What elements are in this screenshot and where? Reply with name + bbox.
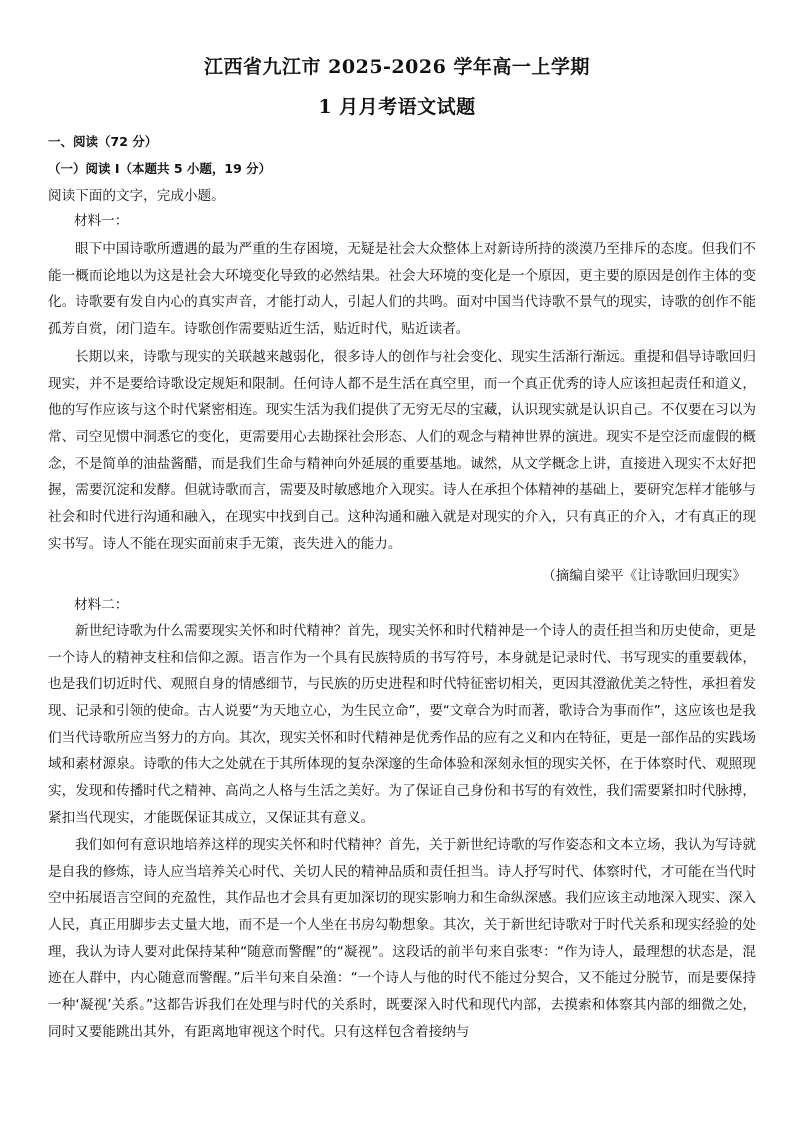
- subsection-heading-reading-1: （一）阅读 I（本题共 5 小题，19 分）: [48, 161, 272, 176]
- material-2-paragraph-1: 新世纪诗歌为什么需要现实关怀和时代精神？首先，现实关怀和时代精神是一个诗人的责任担当和历史使命，更是一个诗人的精神支柱和信仰之源。语言作为一个具有民族特质的书写符号，本身就是记录时代、书写现实的重要载体，也是我们切近时代、观照自身的情感细节，与民族的历史进程和时代特征密切相关，更因其澄澈优美之特性，承担着发现、记录和引领的使命。古人说要“为天地立心，为生民立命”，要“文章合为时而著，歌诗合为事而作”，这应该也是我们当代诗歌所应当努力的方向。其次，现实关怀和时代精神是优秀作品的应有之义和内在特征，更是一部作品的实践场域和素材源泉。诗歌的伟大之处就在于其所体现的复杂深邃的生命体验和深刻永恒的现实关怀，在于体察时代、观照现实，发现和传播时代之精神、高尚之人格与生活之美好。为了保证自己身份和书写的有效性，我们需要紧扣时代脉搏，紧扣当代现实，才能既保证其成立，又保证其有意义。: [48, 623, 756, 826]
- material-1-label: 材料一：: [74, 213, 129, 229]
- section-heading-reading: 一、阅读（72 分）: [48, 134, 158, 149]
- material-1-paragraph-1: 眼下中国诗歌所遭遇的最为严重的生存困境，无疑是社会大众整体上对新诗所持的淡漠乃至排斥的态度。但我们不能一概而论地以为这是社会大环境变化导致的必然结果。社会大环境的变化是一个原因，更主要的原因是创作主体的变化。诗歌要有发自内心的真实声音，才能打动人，引起人们的共鸣。面对中国当代诗歌不景气的现实，诗歌的创作不能孤芳自赏，闭门造车。诗歌创作需要贴近生活，贴近时代，贴近读者。: [48, 241, 756, 337]
- instruction-text: 阅读下面的文字，完成小题。: [48, 188, 225, 204]
- material-1-paragraph-2: 长期以来，诗歌与现实的关联越来越弱化，很多诗人的创作与社会变化、现实生活渐行渐远。重提和倡导诗歌回归现实，并不是要给诗歌设定规矩和限制。任何诗人都不是生活在真空里，而一个真正优秀的诗人应该担起责任和道义，他的写作应该与这个时代紧密相连。现实生活为我们提供了无穷无尽的宝藏，认识现实就是认识自己。不仅要在习以为常、司空见惯中洞悉它的变化，更需要用心去勘探社会形态、人们的观念与精神世界的演进。现实不是空泛而虚假的概念，不是简单的油盐酱醋，而是我们生命与精神向外延展的重要基地。诚然，从文学概念上讲，直接进入现实不太好把握，需要沉淀和发酵。但就诗歌而言，需要及时敏感地介入现实。诗人在承担个体精神的基础上，要研究怎样才能够与社会和时代进行沟通和融入，在现实中找到自己。这种沟通和融入就是对现实的介入，只有真正的介入，才有真正的现实书写。诗人不能在现实面前束手无策，丧失进入的能力。: [48, 349, 756, 552]
- document-title-line2: 1 月月考语文试题: [318, 96, 476, 118]
- document-title-line1: 江西省九江市 2025-2026 学年高一上学期: [204, 56, 590, 78]
- material-1-citation: （摘编自梁平《让诗歌回归现实》: [542, 568, 746, 584]
- material-2-paragraph-2: 我们如何有意识地培养这样的现实关怀和时代精神？首先，关于新世纪诗歌的写作姿态和文本立场，我认为写诗就是自我的修炼，诗人应当培养关心时代、关切人民的精神品质和责任担当。诗人抒写时代、体察时代，才可能在当代时空中拓展语言空间的充盈性，其作品也才会具有更加深切的现实影响力和生命纵深感。我们应该主动地深入现实、深入人民，真正用脚步去丈量大地，而不是一个人坐在书房勾勒想象。其次，关于新世纪诗歌对于时代关系和现实经验的处理，我认为诗人要对此保持某种“随意而警醒”的“凝视”。这段话的前半句来自张枣：“作为诗人，最理想的状态是，混迹在人群中，内心随意而警醒。”后半句来自朵渔：“一个诗人与他的时代不能过分契合，又不能过分脱节，而是要保持一种‘凝视’关系。”这都告诉我们在处理与时代的关系时，既要深入时代和现代内部，去摸索和体察其内部的细微之处，同时又要能跳出其外，有距离地审视这个时代。只有这样包含着接纳与: [48, 837, 756, 1040]
- material-2-label: 材料二：: [74, 597, 129, 613]
